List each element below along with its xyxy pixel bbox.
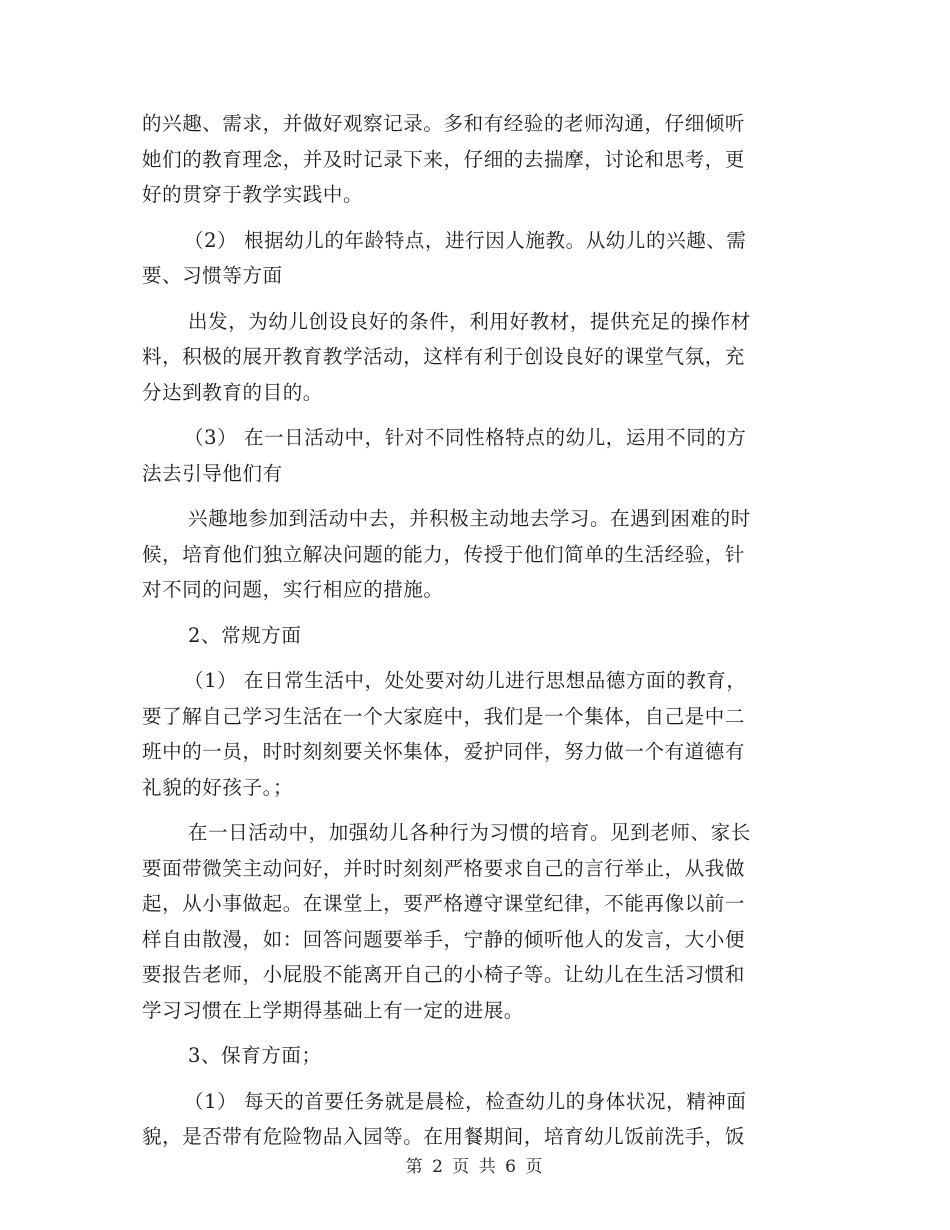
text-line: 起，从小事做起。在课堂上，要严格遵守课堂纪律，不能再像以前一 [142, 892, 746, 915]
text-line: 好的贯穿于教学实践中。 [142, 183, 364, 206]
text-line: 礼貌的好孩子。； [142, 775, 294, 799]
text-line: 分达到教育的目的。 [142, 380, 323, 404]
document-body [142, 106, 802, 1155]
text-line: 对不同的问题，实行相应的措施。 [142, 578, 444, 601]
text-line: 要报告老师，小屁股不能离开自己的小椅子等。让幼儿在生活习惯和 [142, 963, 746, 986]
text-line: （3） 在一日活动中，针对不同性格特点的幼儿，运用不同的方 [184, 426, 747, 449]
text-line: 要了解自己学习生活在一个大家庭中，我们是一个集体，自己是中二 [142, 704, 746, 728]
text-line: 兴趣地参加到活动中去，并积极主动地去学习。在遇到困难的时 [188, 507, 751, 530]
text-line: （1） 每天的首要任务就是晨检，检查幼儿的身体状况，精神面 [184, 1089, 747, 1113]
text-line: （2） 根据幼儿的年龄特点，进行因人施教。从幼儿的兴趣、需 [184, 228, 747, 252]
text-line: 貌，是否带有危险物品入园等。在用餐期间，培育幼儿饭前洗手，饭 [142, 1125, 746, 1148]
text-line: 她们的教育理念，并及时记录下来，仔细的去揣摩，讨论和思考，更 [142, 147, 746, 171]
text-line: 要、习惯等方面 [142, 264, 283, 287]
section-heading: 3、保育方面； [188, 1044, 322, 1067]
text-line: 法去引导他们有 [142, 461, 283, 485]
text-line: 料，积极的展开教育教学活动，这样有利于创设良好的课堂气氛，充 [142, 345, 746, 368]
page-footer: 第 2 页 共 6 页 [405, 1157, 545, 1177]
text-line: 学习习惯在上学期得基础上有一定的进展。 [142, 998, 524, 1022]
text-line: 样自由散漫，如：回答问题要举手，宁静的倾听他人的发言，大小便 [142, 927, 746, 951]
section-heading: 2、常规方面 [188, 623, 302, 647]
text-line: 的兴趣、需求，并做好观察记录。多和有经验的老师沟通，仔细倾听 [142, 112, 746, 135]
text-line: （1） 在日常生活中，处处要对幼儿进行思想品德方面的教育， [184, 669, 747, 692]
text-line: 在一日活动中，加强幼儿各种行为习惯的培育。见到老师、家长 [188, 821, 751, 844]
text-line: 候，培育他们独立解决问题的能力，传授于他们简单的生活经验，针 [142, 542, 746, 566]
text-line: 班中的一员，时时刻刻要关怀集体，爱护同伴，努力做一个有道德有 [142, 740, 746, 763]
text-line: 出发，为幼儿创设良好的条件，利用好教材，提供充足的操作材 [188, 309, 751, 333]
text-line: 要面带微笑主动问好，并时时刻刻严格要求自己的言行举止，从我做 [142, 856, 746, 880]
